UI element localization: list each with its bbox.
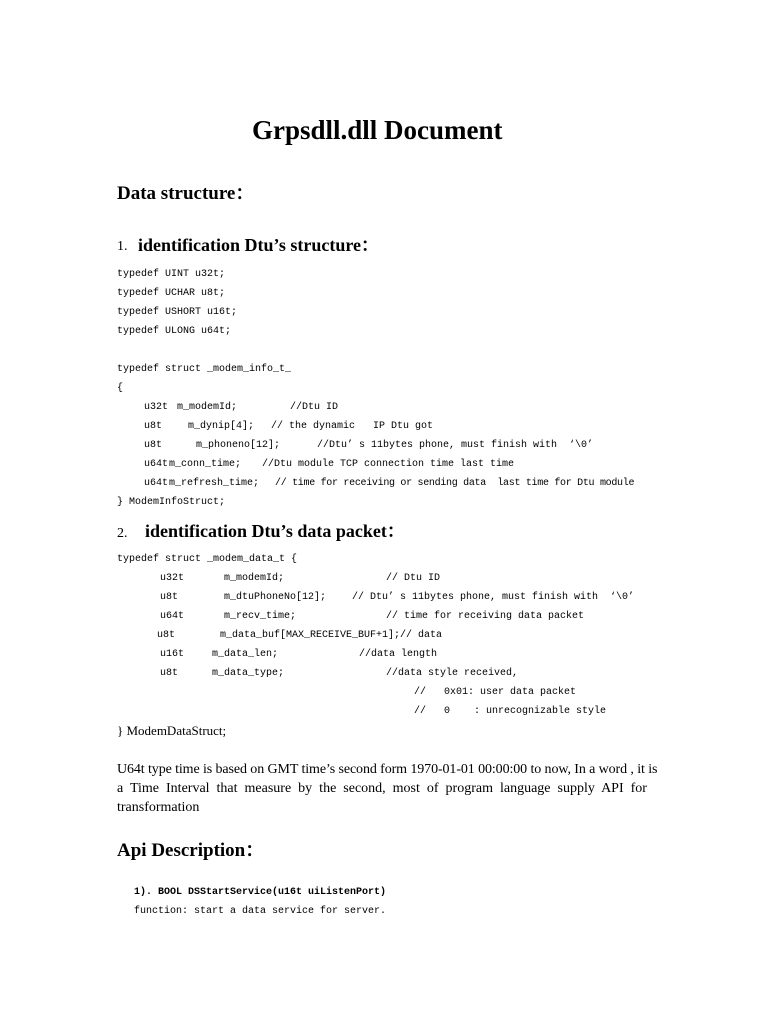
- field-comment: // Dtu’ s 11bytes phone, must finish with ‘\0’: [352, 592, 635, 603]
- code-line: typedef UCHAR u8t;: [117, 288, 226, 299]
- field-comment: // time for receiving data packet: [386, 611, 585, 622]
- field-type: u8t: [144, 421, 163, 432]
- data-structure-heading: Data structure：: [117, 183, 255, 204]
- field-name: m_conn_time;: [169, 459, 242, 470]
- code-line: typedef USHORT u16t;: [117, 307, 238, 318]
- field-type: u8t: [157, 630, 176, 641]
- field-comment: //Dtu module TCP connection time last time: [262, 459, 515, 470]
- field-name: m_modemId;: [177, 402, 238, 413]
- field-type: u8t: [160, 668, 179, 679]
- field-name: m_phoneno[12];: [196, 440, 281, 451]
- code-line: typedef struct _modem_data_t {: [117, 554, 298, 565]
- field-comment: // Dtu ID: [386, 573, 441, 584]
- api-heading: Api Description：: [117, 840, 265, 861]
- struct-close: } ModemDataStruct;: [117, 723, 227, 738]
- section-2-heading: identification Dtu’s data packet：: [145, 521, 405, 541]
- paragraph-line: a Time Interval that measure by the second, most of program language supply API for: [117, 781, 647, 796]
- code-comment: // 0x01: user data packet: [414, 687, 577, 698]
- section-1-heading: identification Dtu’s structure：: [138, 235, 379, 255]
- field-name: m_dynip[4];: [188, 421, 255, 432]
- field-comment: //Dtu ID: [290, 402, 339, 413]
- field-type: u64t: [144, 459, 169, 470]
- section-1-number: 1.: [117, 239, 128, 254]
- document-title: Grpsdll.dll Document: [252, 115, 503, 145]
- field-type: u32t: [144, 402, 169, 413]
- field-type: u8t: [160, 592, 179, 603]
- section-2-number: 2.: [117, 526, 128, 541]
- paragraph-line: U64t type time is based on GMT time’s second form 1970-01-01 00:00:00 to now, In a word , it is: [117, 762, 658, 777]
- api-signature: 1). BOOL DSStartService(u16t uiListenPort): [134, 887, 387, 898]
- field-comment: //Dtu’ s 11bytes phone, must finish with ‘\0’: [317, 440, 594, 451]
- paragraph-line: transformation: [117, 800, 200, 815]
- code-comment: // 0 : unrecognizable style: [414, 706, 607, 717]
- code-line: typedef struct _modem_info_t_: [117, 364, 292, 375]
- code-line: typedef ULONG u64t;: [117, 326, 232, 337]
- field-type: u8t: [144, 440, 163, 451]
- code-line: } ModemInfoStruct;: [117, 497, 226, 508]
- field-type: u32t: [160, 573, 185, 584]
- field-comment: //data style received,: [386, 668, 519, 679]
- field-name: m_modemId;: [224, 573, 285, 584]
- code-line: typedef UINT u32t;: [117, 269, 226, 280]
- field-name: m_recv_time;: [224, 611, 297, 622]
- field-name: m_refresh_time;: [169, 478, 260, 489]
- field-comment: // time for receiving or sending data last time for Dtu module: [275, 478, 635, 489]
- field-type: u64t: [144, 478, 169, 489]
- field-type: u64t: [160, 611, 185, 622]
- field-name: m_data_buf[MAX_RECEIVE_BUF+1];// data: [220, 630, 443, 641]
- api-function: function: start a data service for server.: [134, 906, 387, 917]
- field-comment: //data length: [359, 649, 438, 660]
- field-type: u16t: [160, 649, 185, 660]
- code-line: {: [117, 383, 124, 394]
- field-name: m_data_len;: [212, 649, 279, 660]
- field-comment: // the dynamic IP Dtu got: [271, 421, 434, 432]
- field-name: m_data_type;: [212, 668, 285, 679]
- field-name: m_dtuPhoneNo[12];: [224, 592, 327, 603]
